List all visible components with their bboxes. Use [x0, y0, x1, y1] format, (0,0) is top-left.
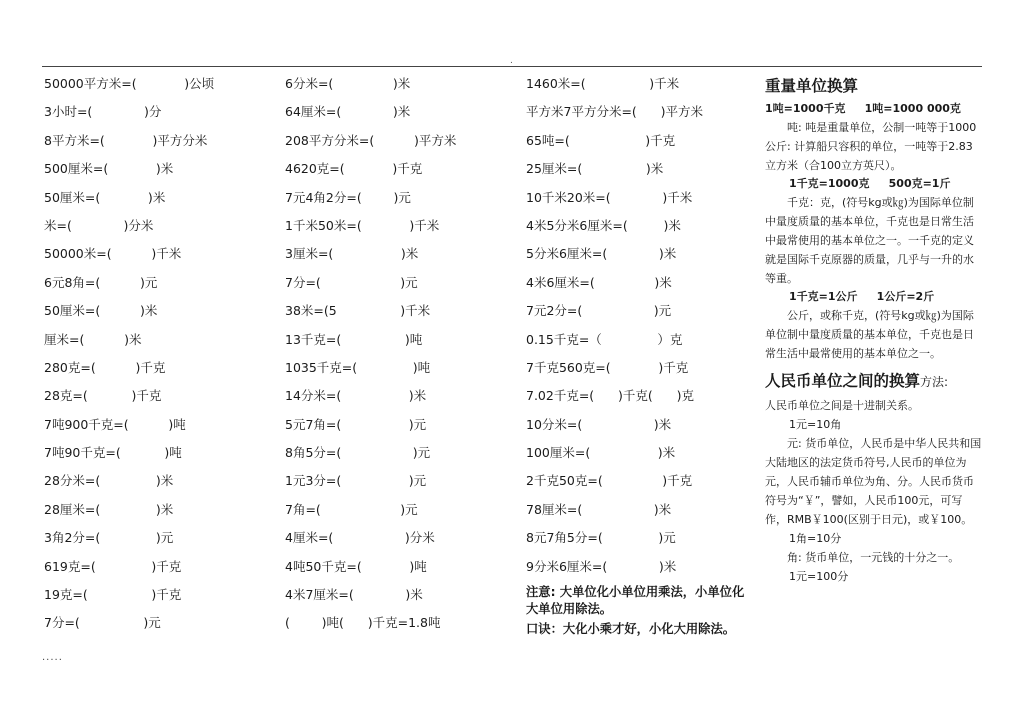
conversion-chant: 口诀：大化小乘才好，小化大用除法。 — [526, 622, 736, 637]
jiao-description: 角: 货币单位，一元钱的十分之一。 — [787, 551, 960, 564]
exercise-item: 25厘米=( )米 — [526, 161, 664, 177]
exercise-item: 50000平方米=( )公顷 — [44, 76, 215, 91]
exercise-item: 28厘米=( )米 — [44, 501, 174, 517]
exercise-item: 6元8角=( )元 — [44, 274, 158, 290]
exercise-item: 1035千克=( )吨 — [285, 359, 431, 375]
exercise-item: 7角=( )元 — [285, 501, 418, 517]
exercise-item: 7分=( )元 — [44, 615, 161, 631]
exercise-item: 9分米6厘米=( )米 — [526, 558, 677, 574]
exercise-item: 65吨=( )千克 — [526, 132, 676, 148]
exercise-item: 280克=( )千克 — [44, 359, 166, 375]
exercise-item: 2千克50克=( )千克 — [526, 473, 693, 489]
rmb-title-text: 人民币单位之间的换算 — [765, 372, 921, 390]
fen-equation: 1元=100分 — [789, 570, 849, 583]
rmb-title-suffix: 方法: — [920, 375, 949, 389]
exercise-item: 28克=( )千克 — [44, 388, 162, 404]
kilogram-equation: 1千克=1000克 500克=1斤 — [789, 177, 951, 190]
exercise-item: 4吨50千克=( )吨 — [285, 558, 427, 574]
exercise-column-3 — [526, 70, 754, 638]
ton-equation: 1吨=1000千克 1吨=1000 000克 — [765, 102, 961, 115]
exercise-item: 4米5分米6厘米=( )米 — [526, 217, 681, 233]
exercise-item: 1千米50米=( )千米 — [285, 217, 440, 233]
weight-section-title: 重量单位换算 — [765, 77, 859, 95]
jiao-equation: 1角=10分 — [789, 532, 842, 545]
exercise-item: ( )吨( )千克=1.8吨 — [285, 615, 441, 631]
rmb-section-title — [765, 367, 983, 396]
exercise-item: 50厘米=( )米 — [44, 189, 166, 205]
exercise-item: 38米=(5 )千米 — [285, 303, 431, 319]
exercise-item: 5元7角=( )元 — [285, 416, 427, 432]
exercise-item: 19克=( )千克 — [44, 587, 182, 603]
exercise-item: 3小时=( )分 — [44, 104, 162, 120]
exercise-item: 7吨90千克=( )吨 — [44, 445, 182, 461]
jin-description: 公斤，或称千克，(符号kg或㎏)为国际单位制中量度质量的基本单位，千克也是日常生活中最常使用的基本单位之一。 — [765, 309, 974, 360]
exercise-item: 78厘米=( )米 — [526, 501, 672, 517]
ton-description: 吨: 吨是重量单位，公制一吨等于1000公斤: 计算船只容积的单位，一吨等于2.83立方米（合100立方英尺）。 — [765, 121, 977, 172]
yuan-equation: 1元=10角 — [789, 418, 842, 431]
kilogram-description: 千克：克，(符号kg或㎏)为国际单位制中量度质量的基本单位，千克也是日常生活中最常使用的基本单位之一。一千克的定义就是国际千克原器的质量，几乎与一升的水等重。 — [765, 196, 974, 285]
jin-equation: 1千克=1公斤 1公斤=2斤 — [789, 290, 935, 303]
exercise-item: 厘米=( )米 — [44, 331, 142, 347]
exercise-item: 4米7厘米=( )米 — [285, 587, 423, 603]
exercise-item: 平方米7平方分米=( )平方米 — [526, 104, 704, 120]
exercise-item: 619克=( )千克 — [44, 558, 182, 574]
exercise-item: 4米6厘米=( )米 — [526, 274, 672, 290]
exercise-item: 208平方分米=( )平方米 — [285, 132, 457, 148]
exercise-item: 64厘米=( )米 — [285, 104, 411, 120]
exercise-item: 14分米=( )米 — [285, 388, 427, 404]
exercise-item: 13千克=( )吨 — [285, 331, 423, 347]
exercise-item: 8元7角5分=( )元 — [526, 530, 676, 546]
exercise-item: 7分=( )元 — [285, 274, 418, 290]
exercise-item: 50厘米=( )米 — [44, 303, 158, 319]
exercise-item: 0.15千克=（ ）克 — [526, 331, 683, 347]
exercise-item: 4620克=( )千克 — [285, 161, 423, 177]
conversion-rule-note: 注意: 大单位化小单位用乘法，小单位化大单位用除法。 — [526, 585, 745, 617]
exercise-item: 100厘米=( )米 — [526, 445, 676, 461]
exercise-item: 1460米=( )千米 — [526, 76, 680, 91]
exercise-item: 5分米6厘米=( )米 — [526, 246, 677, 262]
yuan-description: 元: 货币单位，人民币是中华人民共和国大陆地区的法定货币符号,人民币的单位为元，人民币辅币单位为角、分。人民币货币符号为“￥”，譬如，人民币100元，可写作，RMB￥100(区别于日元)，或￥100。 — [765, 437, 982, 526]
exercise-item: 米=( )分米 — [44, 217, 154, 233]
exercise-item: 4厘米=( )分米 — [285, 530, 435, 546]
exercise-item: 7元4角2分=( )元 — [285, 189, 411, 205]
exercise-item: 500厘米=( )米 — [44, 161, 174, 177]
exercise-item: 28分米=( )米 — [44, 473, 174, 489]
exercise-column-2 — [285, 70, 515, 638]
exercise-item: 8角5分=( )元 — [285, 445, 431, 461]
top-mark: . — [510, 56, 513, 66]
exercise-item: 50000米=( )千米 — [44, 246, 182, 262]
exercise-item: 7.02千克=( )千克( )克 — [526, 388, 694, 404]
reference-sidebar — [765, 72, 983, 586]
exercise-item: 1元3分=( )元 — [285, 473, 427, 489]
rmb-intro: 人民币单位之间是十进制关系。 — [765, 399, 919, 412]
exercise-item: 3厘米=( )米 — [285, 246, 419, 262]
exercise-item: 6分米=( )米 — [285, 76, 411, 91]
exercise-item: 3角2分=( )元 — [44, 530, 174, 546]
header-rule — [42, 66, 982, 67]
exercise-item: 7千克560克=( )千克 — [526, 359, 689, 375]
exercise-item: 10分米=( )米 — [526, 416, 672, 432]
exercise-item: 10千米20米=( )千米 — [526, 189, 693, 205]
exercise-item: 8平方米=( )平方分米 — [44, 132, 208, 148]
exercise-column-1 — [44, 70, 276, 638]
exercise-item: 7吨900千克=( )吨 — [44, 416, 186, 432]
exercise-item: 7元2分=( )元 — [526, 303, 672, 319]
footer-dots: ..... — [42, 652, 63, 663]
